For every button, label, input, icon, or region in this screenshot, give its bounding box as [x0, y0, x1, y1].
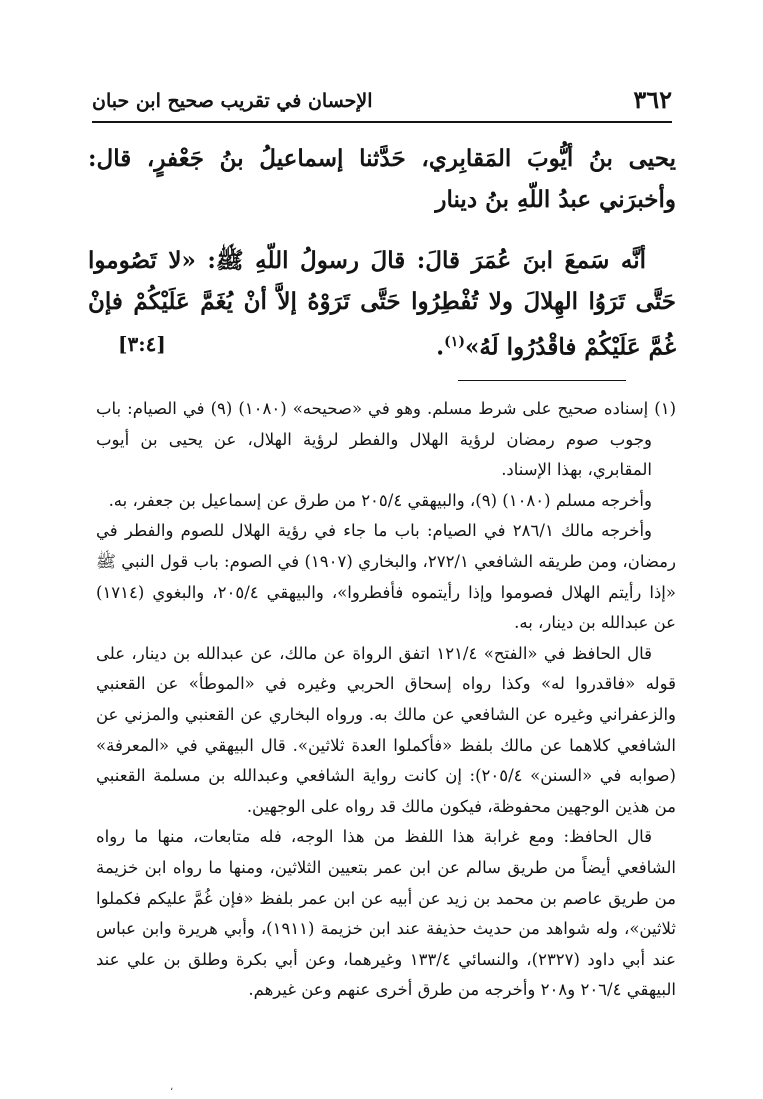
- header-rule: [92, 121, 672, 123]
- main-paragraph-hadith: [88, 240, 676, 368]
- footnotes: [96, 394, 676, 1006]
- footnote-marker: (١): [444, 334, 465, 350]
- page-header: [92, 84, 672, 120]
- footnote-1-intro: (١) إسناده صحيح على شرط مسلم. وهو في «صحيحه» (١٠٨٠) (٩) في الصيام: باب وجوب صوم رمضان لرؤية الهلال والفطر لرؤية الهلال، عن يحيى بن أيوب المقابري، بهذا الإسناد.: [96, 399, 677, 480]
- running-title: الإحسان في تقريب صحيح ابن حبان: [92, 90, 373, 112]
- sentence-period: .: [436, 333, 445, 361]
- hadith-text: أنَّه سَمعَ ابنَ عُمَرَ قالَ: قالَ رسولُ اللّهِ ﷺ: «لا تَصُوموا حَتَّى تَرَوُا الهِلالَ ولا تُفْطِرُوا حَتَّى تَرَوْهُ إلاَّ أنْ يُغَمَّ عَلَيْكُمْ فإنْ غُمَّ عَلَيْكُمْ فاقْدُرُوا لَهُ»: [88, 247, 676, 361]
- footnote-1-hafiz: قال الحافظ: ومع غرابة هذا اللفظ من هذا الوجه، فله متابعات، منها ما رواه الشافعي أيضاً من طريق سالم عن ابن عمر بتعيين الثلاثين، ومنها ما رواه ابن خزيمة من طريق عاصم بن محمد بن زيد عن أبيه عن ابن عمر بلفظ «فإن غُمَّ عليكم فكملوا ثلاثين»، وله شواهد من حديث حذيفة عند ابن خزيمة (١٩١١)، وأبي هريرة وابن عباس عند أبي داود (٢٣٢٧)، والنسائي ١٣٣/٤ وغيرهما، وعن أبي بكرة وطلق بن علي عند البيهقي ٢٠٦/٤ و٢٠٨ وأخرجه من طرق أخرى عنهم وعن غيرهم.: [96, 827, 677, 1000]
- stray-mark: ،: [170, 1082, 174, 1093]
- footnote-separator: [458, 380, 626, 381]
- footnote-1-fath: قال الحافظ في «الفتح» ١٢١/٤ اتفق الرواة عن مالك، عن عبدالله بن دينار، على قوله «فاقدروا له» وكذا رواه إسحاق الحربي وغيره في «الموطأ» عن القعنبي والزعفراني وغيره عن الشافعي عن مالك به. ورواه البخاري عن القعنبي والمزني عن الشافعي كلاهما عن مالك بلفظ «فأكملوا العدة ثلاثين». قال البيهقي في «المعرفة» (صوابه في «السنن» ٢٠٥/٤): إن كانت رواية الشافعي وعبدالله بن مسلمة القعنبي من هذين الوجهين محفوظة، فيكون مالك قد رواه على الوجهين.: [96, 643, 676, 816]
- footnote-1-malik: وأخرجه مالك ٢٨٦/١ في الصيام: باب ما جاء في رؤية الهلال للصوم والفطر في رمضان، ومن طريقه الشافعي ٢٧٢/١، والبخاري (١٩٠٧) في الصوم: باب قول النبي ﷺ «إذا رأيتم الهلال فصوموا وإذا رأيتموه فأفطروا»، والبيهقي ٢٠٥/٤، والبغوي (١٧١٤) عن عبدالله بن دينار، به.: [96, 521, 676, 633]
- footnote-1-muslim: وأخرجه مسلم (١٠٨٠) (٩)، والبيهقي ٢٠٥/٤ من طرق عن إسماعيل بن جعفر، به.: [108, 490, 652, 510]
- main-paragraph-isnad: يحيى بنُ أيُّوبَ المَقابِري، حَدَّثنا إسماعيلُ بنُ جَعْفرٍ، قال: وأخبرَني عبدُ اللّهِ بنُ دينار: [88, 145, 676, 213]
- hadith-reference: [٣:٤]: [118, 332, 166, 356]
- page-number: ٣٦٢: [633, 85, 672, 114]
- main-text: [88, 138, 676, 368]
